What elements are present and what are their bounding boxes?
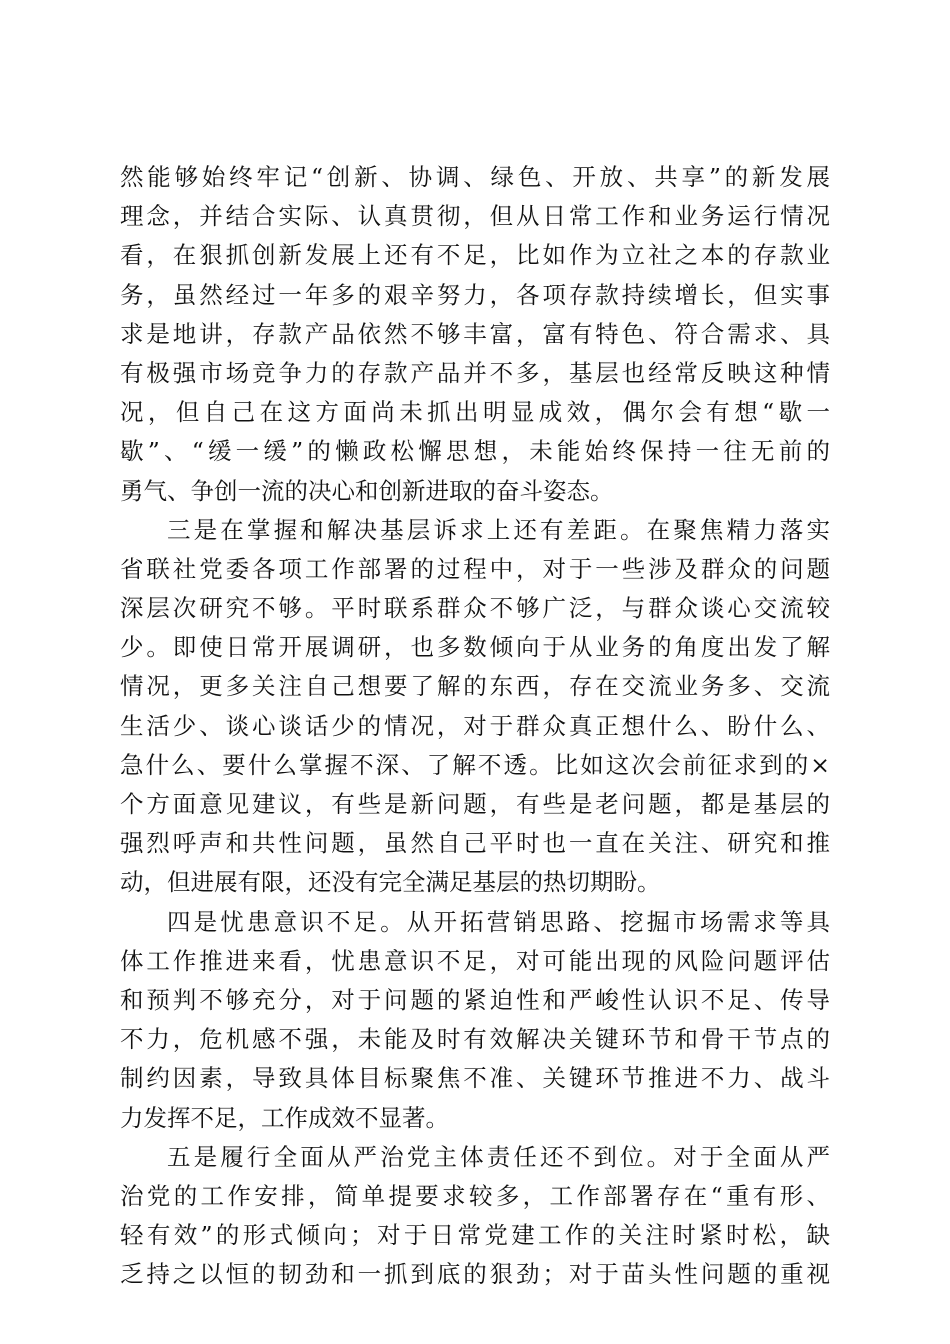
text-line: 有极强市场竞争力的存款产品并不多，基层也经常反映这种情 — [120, 358, 830, 387]
text-line: 力发挥不足，工作成效不显著。 — [120, 1103, 449, 1132]
text-line: 省联社党委各项工作部署的过程中，对于一些涉及群众的问题 — [120, 554, 830, 583]
text-line: 乏持之以恒的韧劲和一抓到底的狠劲；对于苗头性问题的重视 — [120, 1260, 830, 1289]
text-line: 深层次研究不够。平时联系群众不够广泛，与群众谈心交流较 — [120, 594, 830, 623]
text-line: 求是地讲，存款产品依然不够丰富，富有特色、符合需求、具 — [120, 319, 830, 348]
text-line: 生活少、谈心谈话少的情况，对于群众真正想什么、盼什么、 — [120, 711, 830, 740]
text-line: 勇气、争创一流的决心和创新进取的奋斗姿态。 — [120, 476, 614, 505]
text-line: 个方面意见建议，有些是新问题，有些是老问题，都是基层的 — [120, 790, 830, 818]
text-line: 治党的工作安排，简单提要求较多，工作部署存在“重有形、 — [120, 1181, 830, 1210]
text-line: 况，但自己在这方面尚未抓出明显成效，偶尔会有想“歇一 — [120, 398, 830, 427]
paragraph-first-line: 三是在掌握和解决基层诉求上还有差距。在聚焦精力落实 — [167, 515, 830, 544]
text-line: 急什么、要什么掌握不深、了解不透。比如这次会前征求到的× — [120, 750, 830, 779]
text-line: 轻有效”的形式倾向；对于日常党建工作的关注时紧时松，缺 — [120, 1221, 830, 1250]
text-line: 不力，危机感不强，未能及时有效解决关键环节和骨干节点的 — [120, 1025, 830, 1054]
text-line: 制约因素，导致具体目标聚焦不准、关键环节推进不力、战斗 — [120, 1064, 830, 1093]
text-line: 强烈呼声和共性问题，虽然自己平时也一直在关注、研究和推 — [120, 829, 830, 858]
paragraph-first-line: 五是履行全面从严治党主体责任还不到位。对于全面从严 — [167, 1142, 830, 1171]
text-line: 然能够始终牢记“创新、协调、绿色、开放、共享”的新发展 — [120, 163, 830, 191]
text-line: 和预判不够充分，对于问题的紧迫性和严峻性认识不足、传导 — [120, 985, 830, 1014]
text-line: 少。即使日常开展调研，也多数倾向于从业务的角度出发了解 — [120, 633, 830, 662]
text-line: 情况，更多关注自己想要了解的东西，存在交流业务多、交流 — [120, 672, 830, 701]
text-line: 理念，并结合实际、认真贯彻，但从日常工作和业务运行情况 — [120, 202, 830, 231]
text-line: 动，但进展有限，还没有完全满足基层的热切期盼。 — [120, 868, 661, 897]
text-line: 歇”、“缓一缓”的懒政松懈思想，未能始终保持一往无前的 — [120, 437, 830, 466]
text-line: 务，虽然经过一年多的艰辛努力，各项存款持续增长，但实事 — [120, 280, 830, 309]
text-line: 体工作推进来看，忧患意识不足，对可能出现的风险问题评估 — [120, 946, 830, 975]
body-text — [120, 158, 830, 1294]
text-line: 看，在狠抓创新发展上还有不足，比如作为立社之本的存款业 — [120, 241, 830, 270]
paragraph-first-line: 四是忧患意识不足。从开拓营销思路、挖掘市场需求等具 — [167, 907, 830, 936]
